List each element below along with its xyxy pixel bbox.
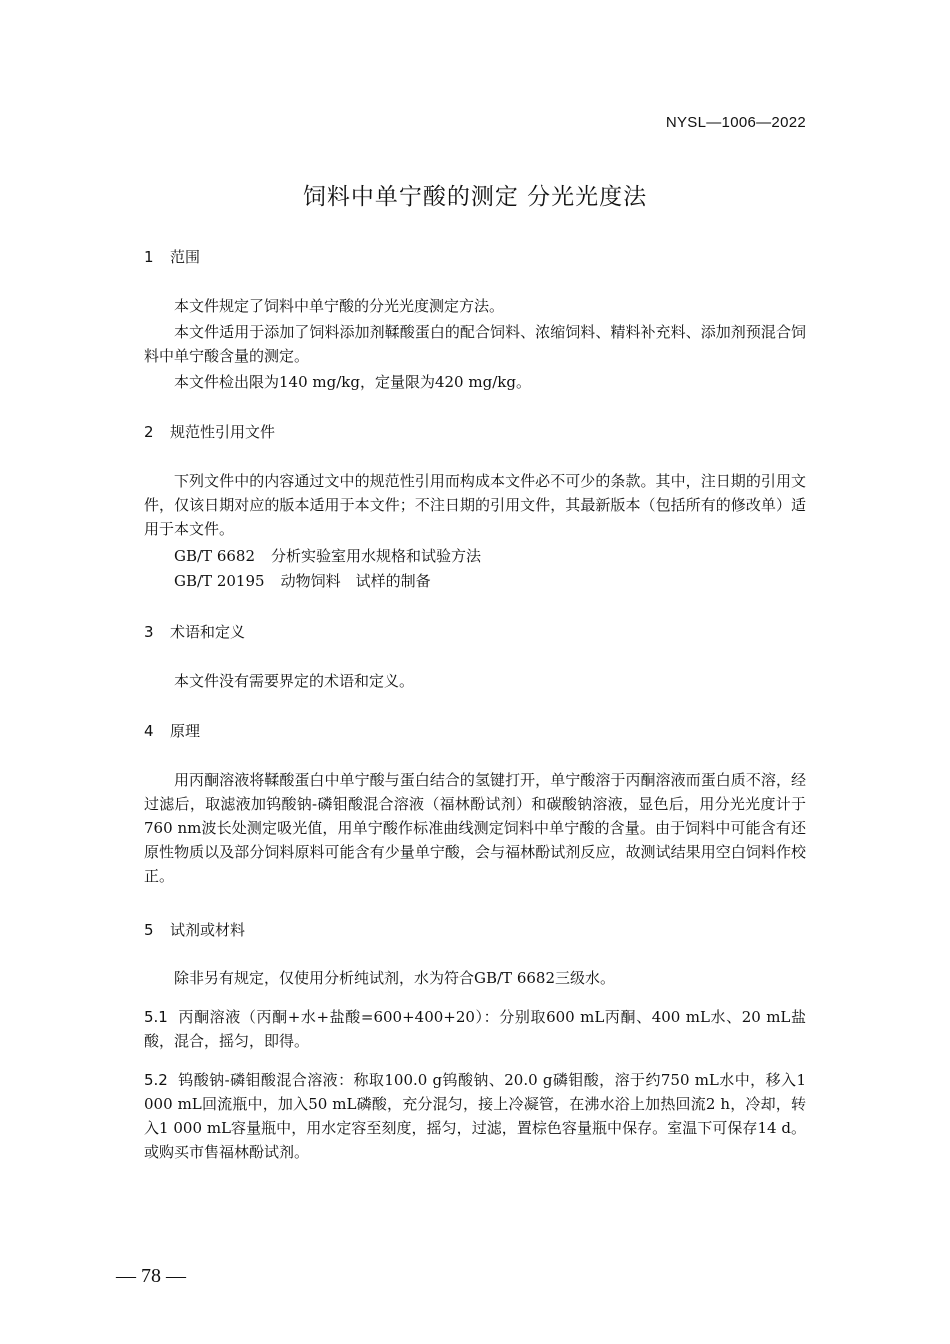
clause-text: 钨酸钠-磷钼酸混合溶液：称取100.0 g钨酸钠、20.0 g磷钼酸，溶于约750 mL水中，移入1 000 mL回流瓶中，加入50 mL磷酸，充分混匀，接上冷凝管，在沸水浴上加热回流2 h，冷却，转入1 000 mL容量瓶中，用水定容至刻度，摇匀，过滤，置棕色容量瓶中保存。室温下可保存14 d。或购买市售福林酚试剂。 (144, 1071, 806, 1161)
section-number: 5 (144, 921, 154, 939)
section-title: 范围 (170, 248, 201, 266)
reference-item (174, 569, 431, 593)
section-number: 2 (144, 423, 154, 441)
section-title: 原理 (170, 722, 201, 740)
section-title: 试剂或材料 (170, 921, 246, 939)
clause-number: 5.1 (144, 1008, 168, 1026)
section-heading-principle (144, 720, 200, 741)
clause-number: 5.2 (144, 1071, 168, 1089)
reference-code: GB/T 20195 (174, 572, 265, 590)
clause-5-1 (144, 1005, 806, 1053)
section-number: 4 (144, 722, 154, 740)
reference-name: 动物饲料 试样的制备 (280, 572, 431, 590)
section-number: 1 (144, 248, 154, 266)
section-heading-scope (144, 246, 200, 267)
section-title: 术语和定义 (170, 623, 246, 641)
paragraph: 本文件适用于添加了饲料添加剂鞣酸蛋白的配合饲料、浓缩饲料、精料补充料、添加剂预混合饲料中单宁酸含量的测定。 (144, 323, 806, 365)
document-code: NYSL—1006—2022 (665, 114, 806, 131)
clause-text: 丙酮溶液（丙酮+水+盐酸=600+400+20）：分别取600 mL丙酮、400 mL水、20 mL盐酸，混合，摇匀，即得。 (144, 1008, 806, 1050)
reference-code: GB/T 6682 (174, 547, 256, 565)
reference-name: 分析实验室用水规格和试验方法 (271, 547, 482, 565)
paragraph: 用丙酮溶液将鞣酸蛋白中单宁酸与蛋白结合的氢键打开，单宁酸溶于丙酮溶液而蛋白质不溶，经过滤后，取滤液加钨酸钠-磷钼酸混合溶液（福林酚试剂）和碳酸钠溶液，显色后，用分光光度计于760 nm波长处测定吸光值，用单宁酸作标准曲线测定饲料中单宁酸的含量。由于饲料中可能含有还原性物质以及部分饲料原料可能含有少量单宁酸，会与福林酚试剂反应，故测试结果用空白饲料作校正。 (144, 771, 806, 885)
section-number: 3 (144, 623, 154, 641)
reference-item (174, 544, 481, 568)
page-number: — 78 — (116, 1265, 186, 1287)
paragraph: 本文件没有需要界定的术语和定义。 (174, 672, 415, 690)
section-title: 规范性引用文件 (170, 423, 276, 441)
section-heading-reagents (144, 919, 245, 940)
section-heading-terms (144, 621, 245, 642)
clause-5-2 (144, 1068, 806, 1164)
paragraph: 除非另有规定，仅使用分析纯试剂，水为符合GB/T 6682三级水。 (174, 969, 616, 987)
page-title: 饲料中单宁酸的测定 分光光度法 (302, 184, 648, 210)
paragraph: 本文件规定了饲料中单宁酸的分光光度测定方法。 (174, 297, 505, 315)
paragraph: 下列文件中的内容通过文中的规范性引用而构成本文件必不可少的条款。其中，注日期的引用文件，仅该日期对应的版本适用于本文件；不注日期的引用文件，其最新版本（包括所有的修改单）适用于本文件。 (144, 472, 806, 538)
paragraph: 本文件检出限为140 mg/kg，定量限为420 mg/kg。 (174, 373, 531, 391)
section-heading-normative-references (144, 421, 275, 442)
